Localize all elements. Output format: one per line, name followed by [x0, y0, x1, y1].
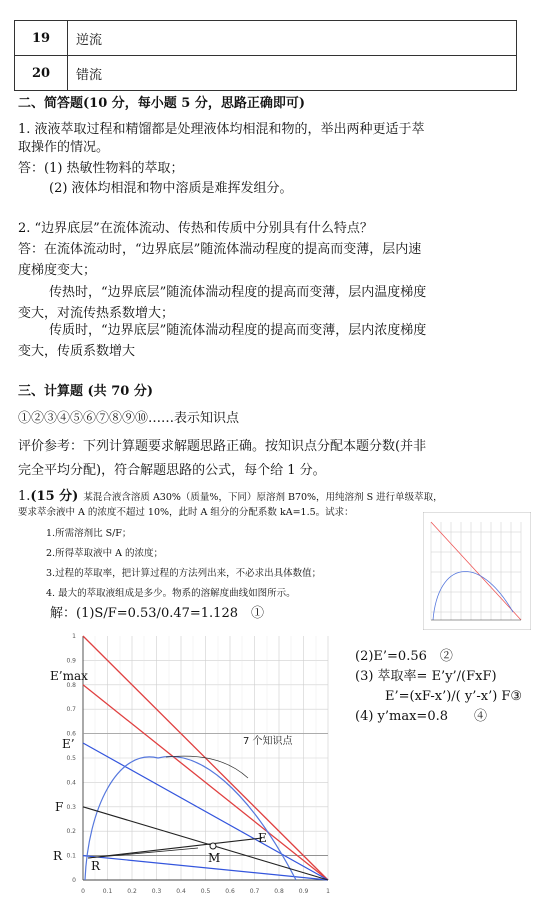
problem-text1: 某混合液含溶质 A30%（质量%，下同）原溶剂 B70%，用纯溶剂 S 进行单级萃取，: [83, 492, 443, 503]
x-tick-label: 0.9: [298, 888, 309, 895]
q1-line2: 取操作的情况。: [18, 140, 110, 155]
y-tick-label: 0.8: [66, 681, 76, 689]
y-tick-label: 0.4: [66, 779, 76, 787]
problem-item-2: 2.所得萃取液中 A 的浓度；: [46, 548, 163, 559]
y-tick-label: 0.1: [66, 852, 76, 860]
label-e: E: [258, 831, 267, 845]
answer-2: (2)E’=0.56 ②: [355, 649, 453, 664]
x-tick-label: 0.7: [249, 888, 260, 895]
label-emax: E’max: [50, 669, 88, 683]
q1-line1: 1. 液液萃取过程和精馏都是处理液体均相混和物的，举出两种更适于萃: [18, 122, 425, 137]
x-tick-label: 0.8: [274, 888, 284, 895]
reference-line2: 完全平均分配)，符合解题思路的公式，每个给 1 分。: [18, 463, 326, 478]
answer-3-formula: E’=(xF-x’)/( y’-x’) F③: [385, 689, 523, 704]
q2-answer-3: 传热时，“边界底层”随流体湍动程度的提高而变薄，层内温度梯度: [49, 285, 427, 300]
y-tick-label: 0: [72, 877, 76, 884]
terms-table: [14, 20, 517, 91]
q1-answer2: (2) 液体均相混和物中溶质是难挥发组分。: [49, 181, 293, 196]
label-r-axis: R: [53, 849, 63, 863]
section2-heading: 二、简答题(10 分，每小题 5 分，思路正确即可): [18, 96, 306, 111]
y-tick-label: 0.3: [66, 803, 76, 811]
knowledge-marks: ①②③④⑤⑥⑦⑧⑨⑩……表示知识点: [18, 411, 240, 426]
row-term: 错流: [68, 56, 517, 91]
x-tick-label: 0.4: [176, 888, 186, 895]
q2-answer-1: 答：在流体流动时，“边界底层”随流体湍动程度的提高而变薄，层内速: [18, 242, 422, 257]
solution-step-1: 解：(1)S/F=0.53/0.47=1.128 ①: [50, 606, 264, 621]
y-tick-label: 1: [72, 633, 76, 640]
y-tick-label: 0.5: [66, 755, 76, 762]
y-tick-label: 0.2: [66, 828, 76, 836]
row-number: 20: [15, 56, 68, 91]
problem-number: 1.: [18, 489, 31, 504]
answer-3: (3) 萃取率= E’y’/(FxF): [355, 669, 497, 684]
q2-answer-6: 变大，传质系数增大: [18, 344, 136, 359]
problem-item-3: 3.过程的萃取率，把计算过程的方法列出来，不必求出具体数值；: [46, 568, 322, 579]
y-tick-label: 0.7: [66, 706, 76, 714]
label-r: R: [91, 859, 101, 873]
y-tick-label: 0.9: [66, 657, 76, 665]
x-tick-label: 1: [326, 888, 330, 895]
problem-text2: 要求萃余液中 A 的浓度不超过 10%，此时 A 组分的分配系数 kA=1.5。试求：: [18, 507, 354, 518]
extraction-phase-diagram: [48, 628, 340, 898]
q1-answer1: 答：(1) 热敏性物料的萃取；: [18, 161, 184, 176]
problem-1-header: [18, 485, 443, 506]
point-m: [210, 843, 216, 849]
q2-line1: 2. “边界底层”在流体流动、传热和传质中分别具有什么特点？: [18, 221, 373, 236]
x-tick-label: 0: [81, 888, 85, 895]
small-phase-diagram: [423, 512, 531, 630]
table-row: [15, 21, 517, 56]
row-number: 19: [15, 21, 68, 56]
q2-answer-2: 度梯度变大；: [18, 263, 97, 278]
problem-points: (15 分): [30, 489, 79, 504]
knowledge-points-note: 7 个知识点: [243, 736, 293, 747]
row-term: 逆流: [68, 21, 517, 56]
x-tick-label: 0.3: [151, 888, 162, 895]
label-eprime: E’: [62, 737, 75, 751]
label-f: F: [55, 800, 64, 814]
answer-4: (4) y’max=0.8 ④: [355, 709, 487, 724]
x-tick-label: 0.6: [225, 888, 235, 895]
problem-item-1: 1.所需溶剂比 S/F；: [46, 528, 132, 539]
y-tick-label: 0.6: [66, 730, 76, 738]
section3-heading: 三、计算题 (共 70 分): [18, 384, 153, 399]
x-tick-label: 0.1: [102, 888, 113, 895]
x-tick-label: 0.2: [127, 888, 137, 895]
table-row: [15, 56, 517, 91]
q2-answer-4: 变大，对流传热系数增大；: [18, 306, 175, 321]
reference-line1: 评价参考：下列计算题要求解题思路正确。按知识点分配本题分数(并非: [18, 439, 427, 454]
x-tick-label: 0.5: [200, 888, 211, 895]
q2-answer-5: 传质时，“边界底层”随流体湍动程度的提高而变薄，层内浓度梯度: [49, 323, 427, 338]
label-m: M: [208, 851, 221, 865]
tie-line-re: [88, 838, 262, 858]
problem-item-4: 4. 最大的萃取液组成是多少。物系的溶解度曲线如图所示。: [46, 588, 296, 599]
